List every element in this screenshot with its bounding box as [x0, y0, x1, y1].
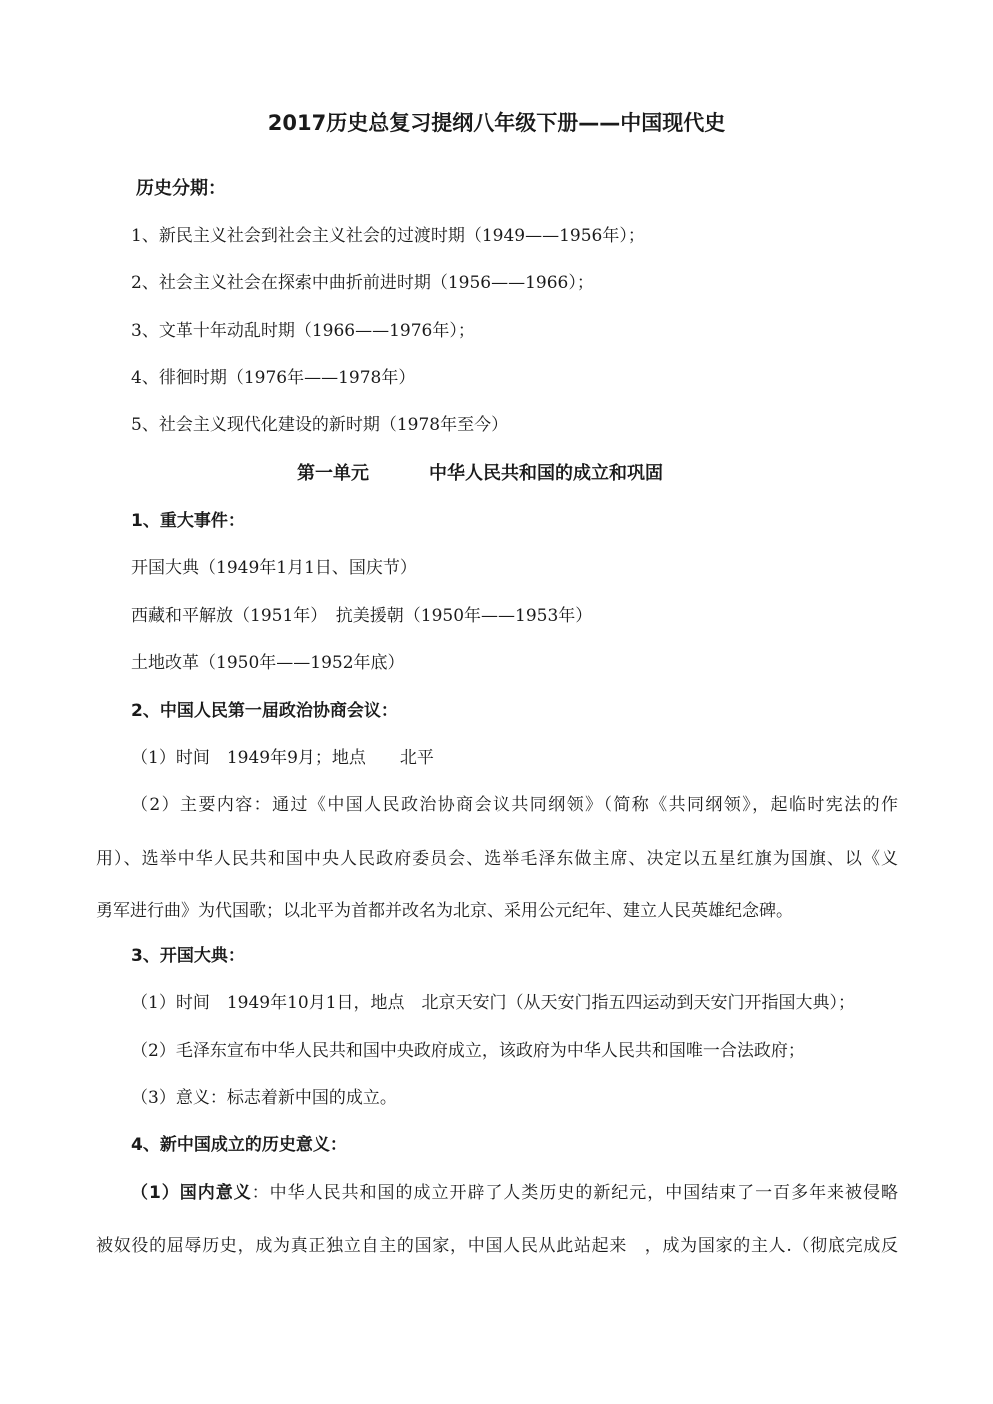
domestic-text: ：中华人民共和国的成立开辟了人类历史的新纪元，中国结束了一百多年来被侵略 [251, 1183, 898, 1203]
period-item: 2、社会主义社会在探索中曲折前进时期（1956——1966）； [131, 273, 594, 293]
period-item: 3、文革十年动乱时期（1966——1976年）； [131, 321, 475, 341]
period-item: 5、社会主义现代化建设的新时期（1978年至今） [131, 415, 509, 435]
ceremony-line: （3）意义：标志着新中国的成立。 [131, 1088, 397, 1108]
ceremony-heading: 3、开国大典： [131, 946, 245, 966]
page-title: 2017历史总复习提纲八年级下册——中国现代史 [267, 111, 726, 135]
domestic-label: （1）国内意义 [131, 1183, 252, 1203]
ceremony-line: （2）毛泽东宣布中华人民共和国中央政府成立，该政府为中华人民共和国唯一合法政府； [131, 1041, 805, 1061]
unit-label: 第一单元 [297, 463, 369, 484]
unit-heading [297, 462, 663, 486]
cppcc-heading: 2、中国人民第一届政治协商会议： [131, 701, 398, 721]
ceremony-line: （1）时间 1949年10月1日，地点 北京天安门（从天安门指五四运动到天安门开指国大典）； [131, 993, 856, 1013]
significance-heading: 4、新中国成立的历史意义： [131, 1135, 347, 1155]
cppcc-content-line: 勇军进行曲》为代国歌；以北平为首都并改名为北京、采用公元纪年、建立人民英雄纪念碑。 [96, 901, 793, 921]
periods-heading: 历史分期： [136, 178, 226, 199]
cppcc-time-place: （1）时间 1949年9月；地点 北平 [131, 748, 434, 768]
event-line: 土地改革（1950年——1952年底） [131, 653, 405, 673]
events-heading: 1、重大事件： [131, 511, 245, 531]
cppcc-content-line: （2）主要内容：通过《中国人民政治协商会议共同纲领》（简称《共同纲领》，起临时宪法的作 [131, 795, 898, 815]
period-item: 1、新民主义社会到社会主义社会的过渡时期（1949——1956年）； [131, 226, 645, 246]
domestic-significance-line [131, 1181, 898, 1205]
period-item: 4、徘徊时期（1976年——1978年） [131, 368, 416, 388]
event-line: 开国大典（1949年1月1日、国庆节） [131, 558, 417, 578]
cppcc-content-line: 用）、选举中华人民共和国中央人民政府委员会、选举毛泽东做主席、决定以五星红旗为国旗、以《义 [96, 849, 898, 869]
domestic-significance-line: 被奴役的屈辱历史，成为真正独立自主的国家，中国人民从此站起来 ，成为国家的主人.（彻底完成反 [96, 1236, 898, 1256]
unit-name: 中华人民共和国的成立和巩固 [429, 463, 663, 484]
event-line: 西藏和平解放（1951年） 抗美援朝（1950年——1953年） [131, 606, 593, 626]
